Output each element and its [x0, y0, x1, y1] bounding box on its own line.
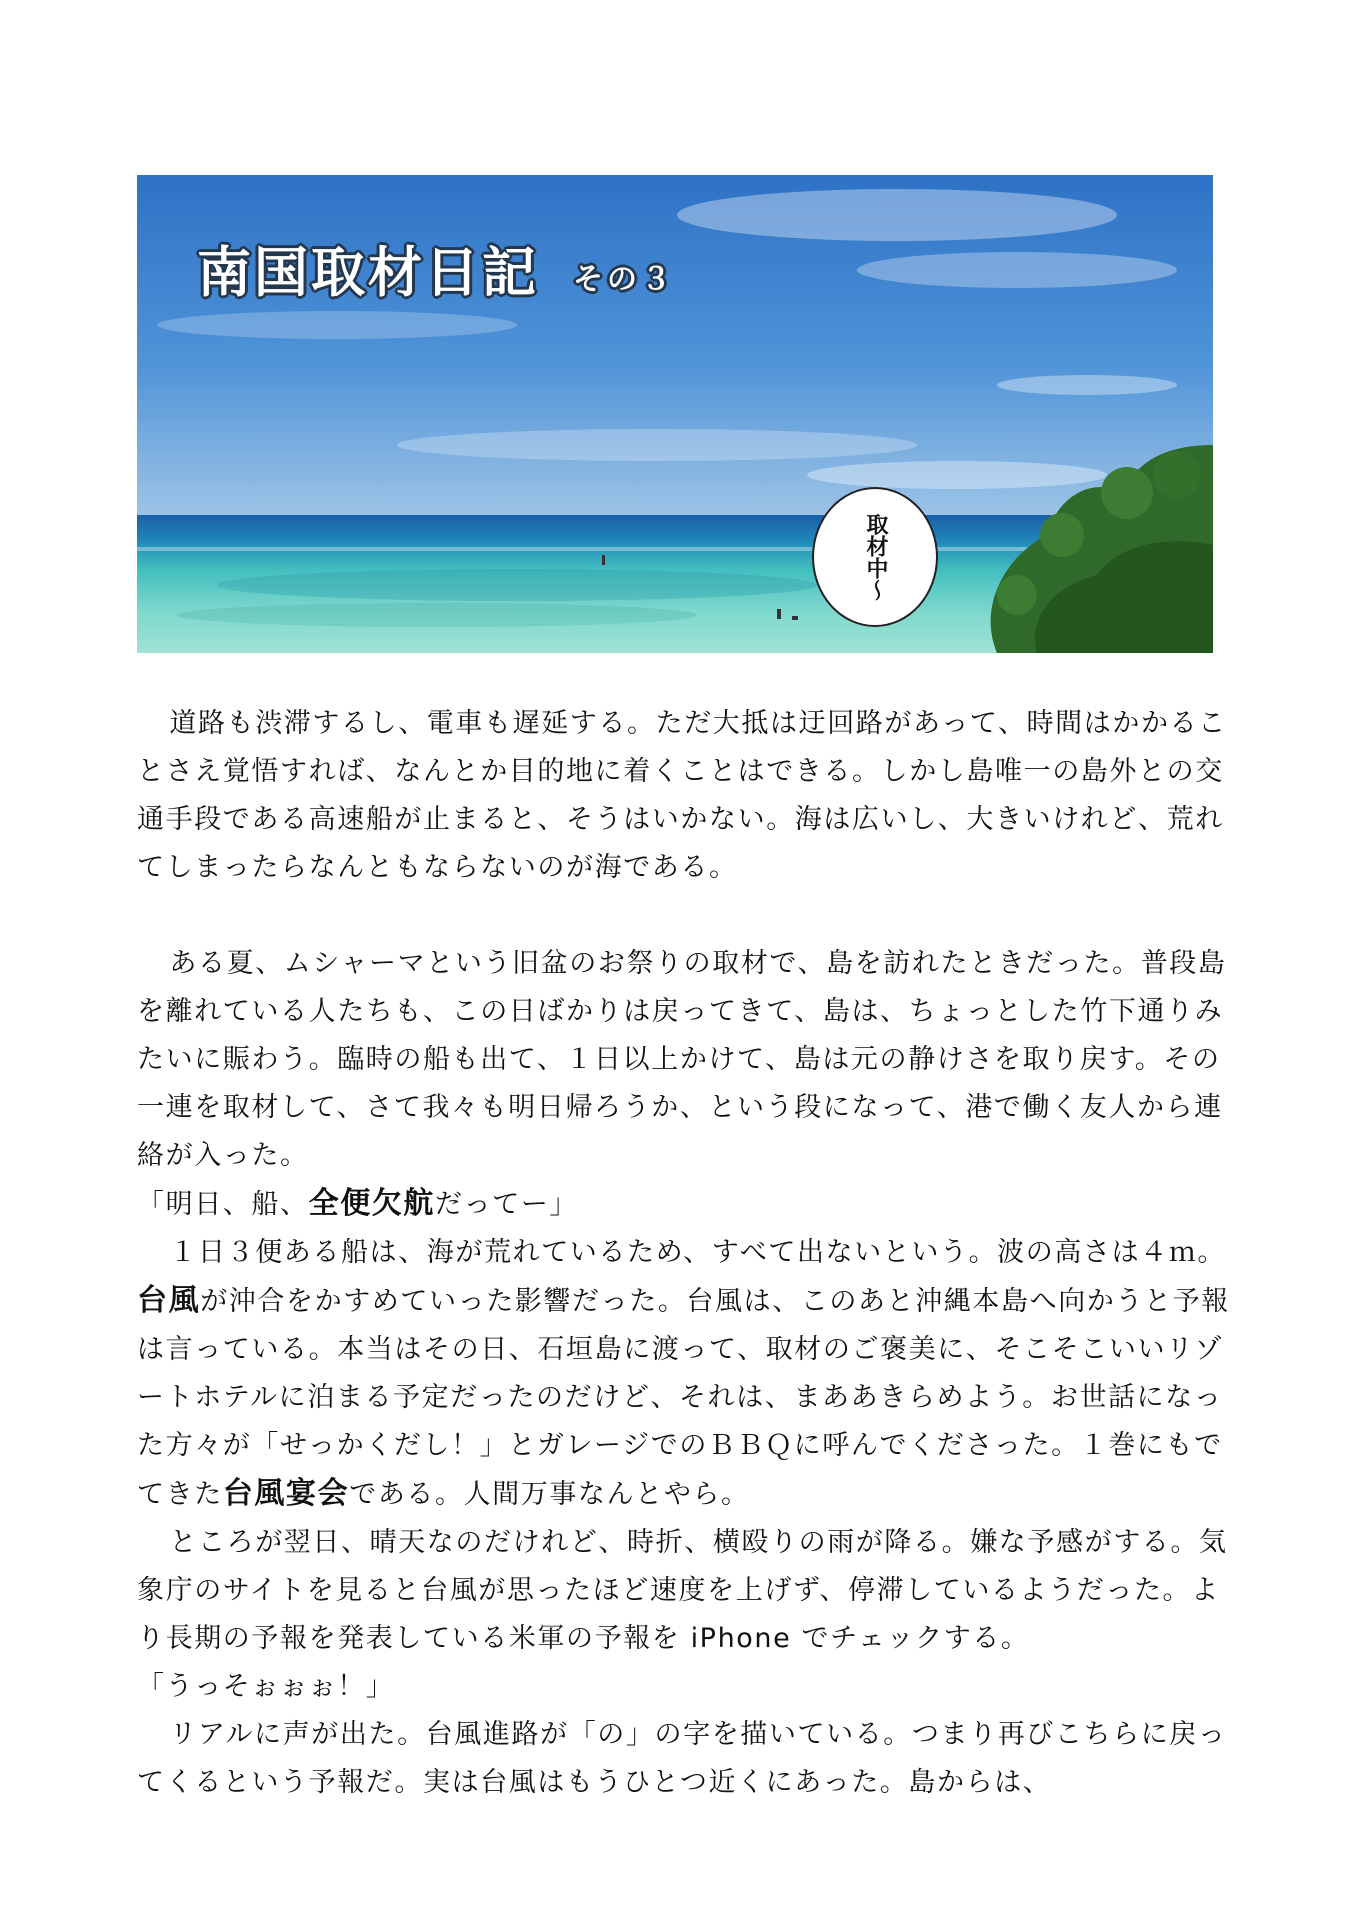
- title-text: 南国取材日記: [197, 241, 539, 304]
- paragraph-5: リアルに声が出た。台風進路が「の」の字を描いている。つまり再びこちらに戻ってくるという予報だ。実は台風はもうひとつ近くにあった。島からは、: [137, 1719, 1227, 1798]
- paragraph-3-a: １日３便ある船は、海が荒れているため、すべて出ないという。波の高さは４ｍ。: [169, 1237, 1226, 1268]
- quote-2: 「うっそぉぉぉ！」: [137, 1671, 395, 1702]
- page-title: [197, 230, 675, 307]
- article-body: [137, 700, 1237, 1807]
- quote-1-emphasis: 全便欠航: [308, 1186, 436, 1221]
- paragraph-3-emphasis-2: 台風宴会: [222, 1476, 350, 1511]
- paragraph-2: ある夏、ムシャーマという旧盆のお祭りの取材で、島を訪れたときだった。普段島を離れている人たちも、この日ばかりは戻ってきて、島は、ちょっとした竹下通りみたいに賑わう。臨時の船も出て、１日以上かけて、島は元の静けさを取り戻す。その一連を取材して、さて我々も明日帰ろうか、という段になって、港で働く友人から連絡が入った。: [137, 948, 1227, 1171]
- paragraph-spacer: [137, 892, 1237, 940]
- header-photo: [137, 175, 1213, 653]
- paragraph-3-emphasis-1: 台風: [137, 1283, 201, 1318]
- paragraph-1: 道路も渋滞するし、電車も遅延する。ただ大抵は迂回路があって、時間はかかることさえ覚悟すれば、なんとか目的地に着くことはできる。しかし島唯一の島外との交通手段である高速船が止まると、そうはいかない。海は広いし、大きいけれど、荒れてしまったらなんともならないのが海である。: [137, 708, 1227, 883]
- speech-bubble-text: 取材中〜: [863, 513, 888, 601]
- paragraph-3-b: が沖合をかすめていった影響だった。台風は、このあと沖縄本島へ向かうと予報は言っている。本当はその日、石垣島に渡って、取材のご褒美に、そこそこいいリゾートホテルに泊まる予定だったのだけど、それは、まああきらめよう。お世話になった方々が「せっかくだし！」とガレージでのＢＢＱに呼んでくださった。１巻にもでてきた: [137, 1286, 1230, 1510]
- quote-1-pre: 「明日、船、: [137, 1189, 309, 1220]
- paragraph-3-c: である。人間万事なんとやら。: [349, 1479, 750, 1510]
- speech-bubble: [812, 487, 938, 627]
- quote-1: [137, 1180, 1237, 1229]
- paragraph-3: [137, 1229, 1237, 1519]
- paragraph-4: ところが翌日、晴天なのだけれど、時折、横殴りの雨が降る。嫌な予感がする。気象庁のサイトを見ると台風が思ったほど速度を上げず、停滞しているようだった。より長期の予報を発表している米軍の予報を iPhone でチェックする。: [137, 1527, 1228, 1654]
- quote-1-post: だってー」: [435, 1189, 579, 1220]
- title-subtitle: その３: [573, 262, 675, 298]
